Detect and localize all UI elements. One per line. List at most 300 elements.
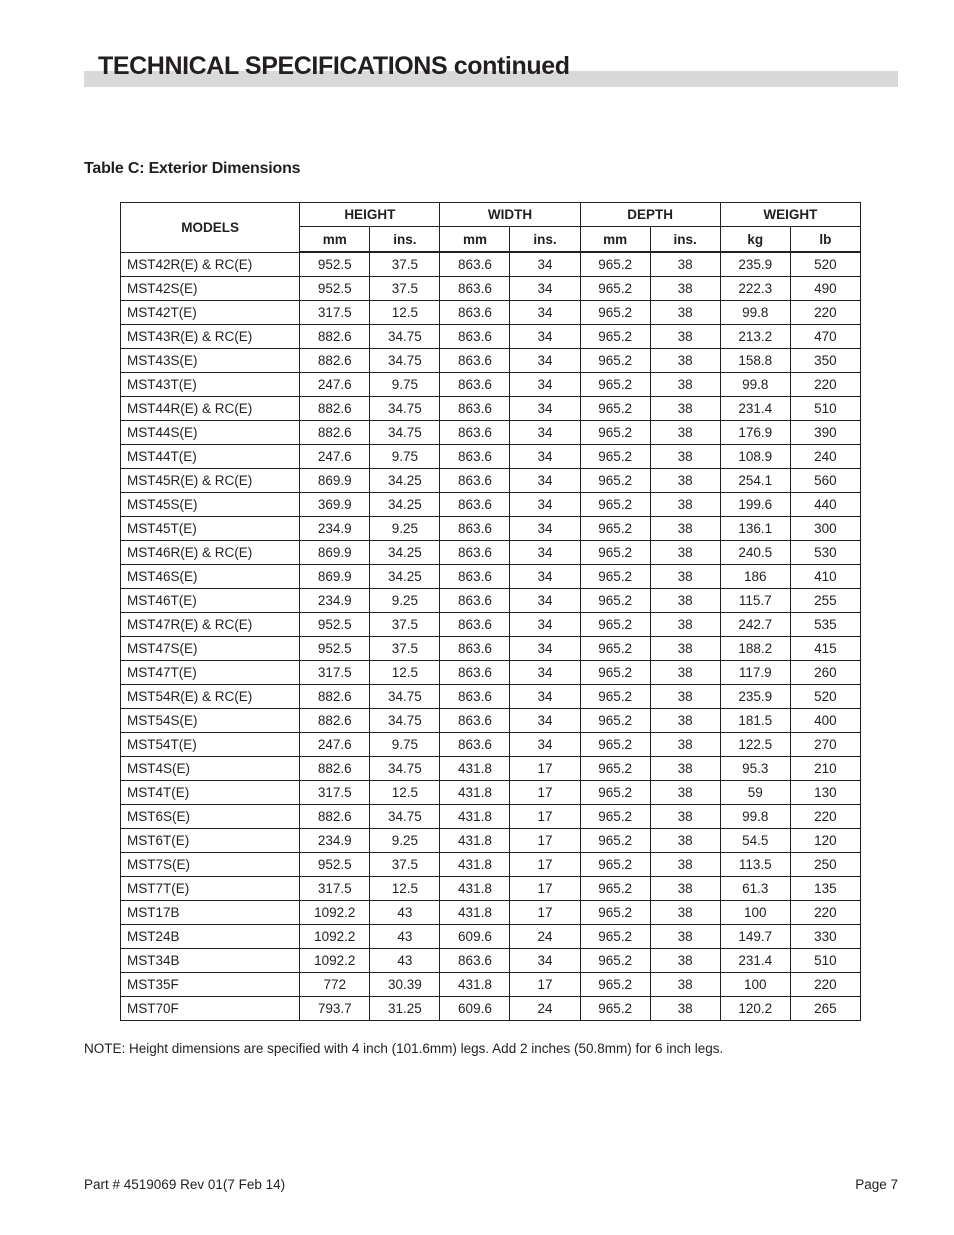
depth-mm-cell: 965.2 [580,277,650,301]
weight-kg-cell: 235.9 [720,685,790,709]
weight-kg-cell: 186 [720,565,790,589]
depth-mm-cell: 965.2 [580,877,650,901]
part-number: Part # 4519069 Rev 01(7 Feb 14) [84,1177,286,1192]
depth-mm-cell: 965.2 [580,397,650,421]
height-mm-cell: 882.6 [300,709,370,733]
height-ins-cell: 34.25 [370,565,440,589]
weight-lb-cell: 300 [790,517,860,541]
weight-kg-cell: 188.2 [720,637,790,661]
depth-ins-cell: 38 [650,469,720,493]
width-mm-cell: 863.6 [440,637,510,661]
width-ins-cell: 17 [510,781,580,805]
weight-lb-cell: 240 [790,445,860,469]
height-mm-cell: 952.5 [300,277,370,301]
weight-kg-cell: 213.2 [720,325,790,349]
height-mm-cell: 952.5 [300,853,370,877]
width-ins-cell: 24 [510,997,580,1021]
depth-ins-cell: 38 [650,685,720,709]
width-ins-cell: 34 [510,541,580,565]
width-ins-cell: 34 [510,421,580,445]
model-cell: MST4T(E) [121,781,300,805]
weight-lb-cell: 130 [790,781,860,805]
depth-mm-cell: 965.2 [580,301,650,325]
depth-ins-cell: 38 [650,565,720,589]
height-mm-cell: 1092.2 [300,949,370,973]
weight-kg-cell: 99.8 [720,373,790,397]
weight-lb-cell: 210 [790,757,860,781]
depth-mm-cell: 965.2 [580,469,650,493]
height-ins-cell: 37.5 [370,252,440,277]
height-mm-cell: 882.6 [300,421,370,445]
weight-kg-cell: 117.9 [720,661,790,685]
height-ins-cell: 9.25 [370,517,440,541]
height-mm-cell: 882.6 [300,757,370,781]
weight-kg-cell: 231.4 [720,397,790,421]
width-ins-cell: 34 [510,709,580,733]
width-ins-cell: 34 [510,301,580,325]
weight-lb-cell: 490 [790,277,860,301]
weight-kg-cell: 115.7 [720,589,790,613]
width-ins-cell: 34 [510,685,580,709]
height-mm-cell: 882.6 [300,805,370,829]
width-ins-cell: 34 [510,613,580,637]
depth-mm-cell: 965.2 [580,445,650,469]
width-ins-cell: 17 [510,901,580,925]
width-mm-cell: 431.8 [440,901,510,925]
table-row [121,421,861,445]
height-ins-cell: 34.75 [370,421,440,445]
width-mm-cell: 431.8 [440,829,510,853]
model-cell: MST43T(E) [121,373,300,397]
model-cell: MST47S(E) [121,637,300,661]
weight-kg-cell: 120.2 [720,997,790,1021]
depth-ins-cell: 38 [650,781,720,805]
height-ins-cell: 43 [370,925,440,949]
width-mm-cell: 863.6 [440,252,510,277]
table-row [121,517,861,541]
depth-mm-cell: 965.2 [580,613,650,637]
depth-ins-cell: 38 [650,973,720,997]
unit-width-mm: mm [440,227,510,253]
weight-kg-cell: 242.7 [720,613,790,637]
model-cell: MST6T(E) [121,829,300,853]
table-row [121,637,861,661]
model-cell: MST44T(E) [121,445,300,469]
height-mm-cell: 772 [300,973,370,997]
model-cell: MST47T(E) [121,661,300,685]
depth-mm-cell: 965.2 [580,349,650,373]
weight-lb-cell: 260 [790,661,860,685]
width-ins-cell: 34 [510,277,580,301]
model-cell: MST46T(E) [121,589,300,613]
width-mm-cell: 863.6 [440,493,510,517]
width-mm-cell: 863.6 [440,949,510,973]
width-ins-cell: 34 [510,733,580,757]
width-mm-cell: 609.6 [440,997,510,1021]
width-mm-cell: 863.6 [440,517,510,541]
unit-depth-mm: mm [580,227,650,253]
height-mm-cell: 952.5 [300,613,370,637]
width-ins-cell: 34 [510,589,580,613]
height-ins-cell: 9.75 [370,733,440,757]
height-ins-cell: 30.39 [370,973,440,997]
height-mm-cell: 882.6 [300,397,370,421]
weight-lb-cell: 440 [790,493,860,517]
height-ins-cell: 34.75 [370,805,440,829]
depth-ins-cell: 38 [650,757,720,781]
width-mm-cell: 863.6 [440,373,510,397]
weight-lb-cell: 220 [790,805,860,829]
weight-lb-cell: 120 [790,829,860,853]
width-ins-cell: 34 [510,373,580,397]
depth-ins-cell: 38 [650,613,720,637]
weight-lb-cell: 220 [790,373,860,397]
weight-lb-cell: 350 [790,349,860,373]
model-cell: MST70F [121,997,300,1021]
height-ins-cell: 34.75 [370,325,440,349]
width-ins-cell: 34 [510,565,580,589]
height-mm-cell: 247.6 [300,733,370,757]
weight-kg-cell: 240.5 [720,541,790,565]
table-body [121,252,861,1021]
width-mm-cell: 431.8 [440,973,510,997]
height-ins-cell: 43 [370,901,440,925]
model-cell: MST54T(E) [121,733,300,757]
height-mm-cell: 1092.2 [300,925,370,949]
model-cell: MST4S(E) [121,757,300,781]
depth-ins-cell: 38 [650,853,720,877]
height-mm-cell: 317.5 [300,301,370,325]
weight-kg-cell: 113.5 [720,853,790,877]
table-row [121,349,861,373]
height-mm-cell: 317.5 [300,661,370,685]
weight-lb-cell: 390 [790,421,860,445]
header-height: HEIGHT [300,203,440,227]
weight-lb-cell: 270 [790,733,860,757]
weight-kg-cell: 108.9 [720,445,790,469]
weight-lb-cell: 220 [790,973,860,997]
weight-kg-cell: 100 [720,973,790,997]
weight-kg-cell: 122.5 [720,733,790,757]
weight-lb-cell: 400 [790,709,860,733]
depth-ins-cell: 38 [650,805,720,829]
table-row [121,565,861,589]
weight-kg-cell: 99.8 [720,805,790,829]
width-ins-cell: 34 [510,637,580,661]
table-row [121,733,861,757]
depth-ins-cell: 38 [650,877,720,901]
depth-ins-cell: 38 [650,925,720,949]
height-ins-cell: 12.5 [370,781,440,805]
height-mm-cell: 234.9 [300,829,370,853]
weight-lb-cell: 560 [790,469,860,493]
weight-kg-cell: 95.3 [720,757,790,781]
depth-mm-cell: 965.2 [580,901,650,925]
depth-mm-cell: 965.2 [580,733,650,757]
unit-weight-kg: kg [720,227,790,253]
width-mm-cell: 863.6 [440,301,510,325]
height-ins-cell: 34.75 [370,757,440,781]
model-cell: MST54R(E) & RC(E) [121,685,300,709]
depth-ins-cell: 38 [650,949,720,973]
depth-mm-cell: 965.2 [580,997,650,1021]
depth-mm-cell: 965.2 [580,661,650,685]
width-mm-cell: 431.8 [440,805,510,829]
model-cell: MST17B [121,901,300,925]
width-ins-cell: 34 [510,661,580,685]
weight-lb-cell: 220 [790,901,860,925]
depth-mm-cell: 965.2 [580,949,650,973]
table-row [121,901,861,925]
height-ins-cell: 34.25 [370,541,440,565]
model-cell: MST42S(E) [121,277,300,301]
width-mm-cell: 863.6 [440,685,510,709]
weight-lb-cell: 535 [790,613,860,637]
weight-kg-cell: 254.1 [720,469,790,493]
weight-lb-cell: 530 [790,541,860,565]
table-row [121,973,861,997]
model-cell: MST45T(E) [121,517,300,541]
width-mm-cell: 431.8 [440,877,510,901]
width-mm-cell: 863.6 [440,277,510,301]
depth-ins-cell: 38 [650,517,720,541]
height-ins-cell: 34.75 [370,709,440,733]
weight-lb-cell: 470 [790,325,860,349]
weight-lb-cell: 220 [790,301,860,325]
width-mm-cell: 863.6 [440,589,510,613]
depth-ins-cell: 38 [650,445,720,469]
depth-ins-cell: 38 [650,733,720,757]
height-mm-cell: 952.5 [300,252,370,277]
weight-kg-cell: 176.9 [720,421,790,445]
height-ins-cell: 37.5 [370,637,440,661]
width-mm-cell: 863.6 [440,469,510,493]
weight-lb-cell: 415 [790,637,860,661]
weight-lb-cell: 250 [790,853,860,877]
weight-lb-cell: 520 [790,252,860,277]
table-row [121,949,861,973]
model-cell: MST46S(E) [121,565,300,589]
depth-mm-cell: 965.2 [580,325,650,349]
unit-height-ins: ins. [370,227,440,253]
height-ins-cell: 34.25 [370,493,440,517]
table-row [121,589,861,613]
depth-mm-cell: 965.2 [580,373,650,397]
height-mm-cell: 234.9 [300,517,370,541]
weight-kg-cell: 59 [720,781,790,805]
height-ins-cell: 31.25 [370,997,440,1021]
depth-mm-cell: 965.2 [580,493,650,517]
model-cell: MST44R(E) & RC(E) [121,397,300,421]
weight-lb-cell: 410 [790,565,860,589]
weight-kg-cell: 99.8 [720,301,790,325]
height-mm-cell: 369.9 [300,493,370,517]
width-ins-cell: 17 [510,757,580,781]
weight-lb-cell: 520 [790,685,860,709]
width-ins-cell: 24 [510,925,580,949]
width-ins-cell: 17 [510,973,580,997]
weight-kg-cell: 222.3 [720,277,790,301]
table-row [121,325,861,349]
weight-kg-cell: 199.6 [720,493,790,517]
depth-mm-cell: 965.2 [580,421,650,445]
table-row [121,781,861,805]
width-mm-cell: 863.6 [440,709,510,733]
page-title: TECHNICAL SPECIFICATIONS continued [98,52,570,80]
model-cell: MST42R(E) & RC(E) [121,252,300,277]
table-row [121,805,861,829]
depth-ins-cell: 38 [650,301,720,325]
depth-ins-cell: 38 [650,589,720,613]
depth-ins-cell: 38 [650,829,720,853]
width-ins-cell: 34 [510,493,580,517]
model-cell: MST7T(E) [121,877,300,901]
depth-mm-cell: 965.2 [580,517,650,541]
model-cell: MST44S(E) [121,421,300,445]
width-mm-cell: 863.6 [440,733,510,757]
height-ins-cell: 9.75 [370,373,440,397]
weight-lb-cell: 265 [790,997,860,1021]
width-mm-cell: 431.8 [440,781,510,805]
height-mm-cell: 317.5 [300,877,370,901]
height-ins-cell: 12.5 [370,877,440,901]
unit-depth-ins: ins. [650,227,720,253]
height-mm-cell: 882.6 [300,685,370,709]
height-mm-cell: 869.9 [300,469,370,493]
model-cell: MST47R(E) & RC(E) [121,613,300,637]
height-mm-cell: 317.5 [300,781,370,805]
width-mm-cell: 863.6 [440,541,510,565]
height-ins-cell: 37.5 [370,853,440,877]
depth-mm-cell: 965.2 [580,709,650,733]
depth-mm-cell: 965.2 [580,589,650,613]
height-mm-cell: 247.6 [300,373,370,397]
width-mm-cell: 863.6 [440,661,510,685]
depth-mm-cell: 965.2 [580,973,650,997]
exterior-dimensions-table [120,202,861,1021]
height-mm-cell: 882.6 [300,325,370,349]
width-ins-cell: 17 [510,829,580,853]
weight-lb-cell: 510 [790,397,860,421]
height-ins-cell: 37.5 [370,613,440,637]
width-ins-cell: 17 [510,877,580,901]
table-header-row [121,203,861,227]
footnote: NOTE: Height dimensions are specified with 4 inch (101.6mm) legs. Add 2 inches (50.8mm) for 6 inch legs. [84,1041,724,1056]
table-row [121,709,861,733]
weight-lb-cell: 255 [790,589,860,613]
table-row [121,373,861,397]
weight-lb-cell: 510 [790,949,860,973]
height-mm-cell: 869.9 [300,541,370,565]
width-mm-cell: 863.6 [440,565,510,589]
header-weight: WEIGHT [720,203,860,227]
depth-mm-cell: 965.2 [580,685,650,709]
depth-ins-cell: 38 [650,373,720,397]
depth-ins-cell: 38 [650,661,720,685]
header-width: WIDTH [440,203,580,227]
width-ins-cell: 34 [510,469,580,493]
height-mm-cell: 247.6 [300,445,370,469]
table-row [121,853,861,877]
unit-height-mm: mm [300,227,370,253]
depth-ins-cell: 38 [650,277,720,301]
table-row [121,252,861,277]
width-ins-cell: 34 [510,252,580,277]
model-cell: MST24B [121,925,300,949]
model-cell: MST46R(E) & RC(E) [121,541,300,565]
model-cell: MST6S(E) [121,805,300,829]
model-cell: MST45R(E) & RC(E) [121,469,300,493]
width-mm-cell: 863.6 [440,325,510,349]
depth-ins-cell: 38 [650,901,720,925]
weight-kg-cell: 61.3 [720,877,790,901]
header-depth: DEPTH [580,203,720,227]
table-row [121,397,861,421]
height-ins-cell: 34.75 [370,397,440,421]
model-cell: MST45S(E) [121,493,300,517]
depth-mm-cell: 965.2 [580,565,650,589]
height-ins-cell: 34.75 [370,349,440,373]
unit-width-ins: ins. [510,227,580,253]
width-ins-cell: 34 [510,949,580,973]
header-models: MODELS [121,203,300,253]
weight-kg-cell: 235.9 [720,252,790,277]
model-cell: MST34B [121,949,300,973]
depth-ins-cell: 38 [650,421,720,445]
height-mm-cell: 952.5 [300,637,370,661]
width-mm-cell: 863.6 [440,613,510,637]
depth-mm-cell: 965.2 [580,853,650,877]
weight-kg-cell: 181.5 [720,709,790,733]
table-row [121,877,861,901]
height-ins-cell: 34.75 [370,685,440,709]
height-ins-cell: 37.5 [370,277,440,301]
depth-mm-cell: 965.2 [580,925,650,949]
height-ins-cell: 43 [370,949,440,973]
table-row [121,277,861,301]
weight-kg-cell: 231.4 [720,949,790,973]
depth-mm-cell: 965.2 [580,757,650,781]
height-mm-cell: 882.6 [300,349,370,373]
model-cell: MST42T(E) [121,301,300,325]
depth-ins-cell: 38 [650,493,720,517]
table-caption: Table C: Exterior Dimensions [84,160,301,177]
depth-mm-cell: 965.2 [580,637,650,661]
weight-kg-cell: 149.7 [720,925,790,949]
depth-mm-cell: 965.2 [580,829,650,853]
model-cell: MST43S(E) [121,349,300,373]
width-mm-cell: 863.6 [440,397,510,421]
height-mm-cell: 234.9 [300,589,370,613]
height-ins-cell: 9.25 [370,829,440,853]
table-row [121,661,861,685]
width-ins-cell: 34 [510,325,580,349]
model-cell: MST43R(E) & RC(E) [121,325,300,349]
depth-mm-cell: 965.2 [580,781,650,805]
table-row [121,301,861,325]
height-ins-cell: 9.75 [370,445,440,469]
width-mm-cell: 431.8 [440,853,510,877]
model-cell: MST54S(E) [121,709,300,733]
width-mm-cell: 863.6 [440,349,510,373]
table-row [121,613,861,637]
height-ins-cell: 12.5 [370,661,440,685]
weight-kg-cell: 136.1 [720,517,790,541]
table-row [121,469,861,493]
weight-kg-cell: 54.5 [720,829,790,853]
height-mm-cell: 1092.2 [300,901,370,925]
height-mm-cell: 793.7 [300,997,370,1021]
